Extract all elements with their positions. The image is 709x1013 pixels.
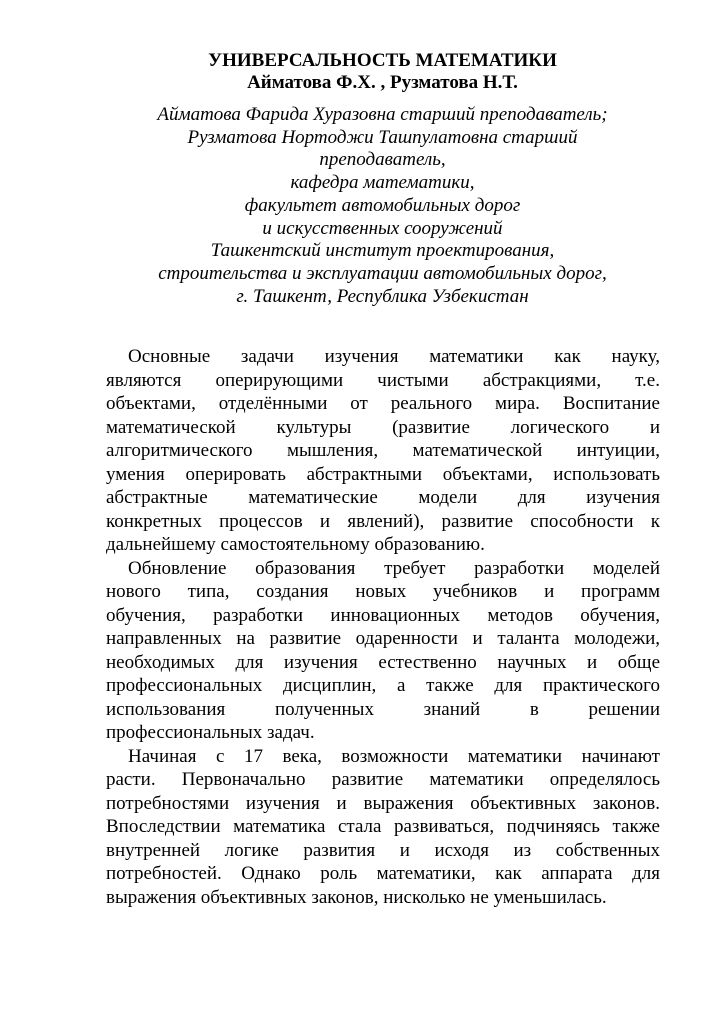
text-line: математической культуры (развитие логического и: [106, 416, 660, 438]
text-line: Основные задачи изучения математики как науку,: [128, 346, 660, 367]
affiliation-line: г. Ташкент, Республика Узбекистан: [236, 285, 529, 307]
text-line: направленных на развитие одаренности и таланта молодежи,: [106, 628, 660, 649]
text-line: конкретных процессов и явлений), развитие способности к: [106, 510, 660, 532]
text-line: нового типа, создания новых учебников и программ: [106, 581, 660, 602]
affiliation-line: кафедра математики,: [290, 172, 475, 194]
text-line: умения оперировать абстрактными объектами, использовать: [106, 463, 660, 485]
text-line: профессиональных задач.: [106, 722, 315, 743]
text-line: дальнейшему самостоятельному образованию.: [106, 534, 485, 555]
document-authors: Айматова Ф.Х. , Рузматова Н.Т.: [247, 72, 518, 93]
body-paragraph-2: [106, 557, 660, 745]
text-line: профессиональных дисциплин, а также для практического: [106, 675, 660, 696]
body-paragraph-3: [106, 745, 660, 910]
text-line: Начиная с 17 века, возможности математики начинают: [128, 745, 660, 767]
body-paragraph-1: [106, 345, 660, 557]
text-line: внутренней логике развития и исходя из собственных: [106, 839, 660, 861]
text-line: необходимых для изучения естественно научных и обще: [106, 651, 660, 673]
author-affiliation: [100, 104, 665, 308]
text-line: использования полученных знаний в решении: [106, 698, 660, 720]
text-line: потребностями изучения и выражения объективных законов.: [106, 792, 660, 814]
text-line: выражения объективных законов, нисколько не уменьшилась.: [106, 886, 607, 908]
document-title: УНИВЕРСАЛЬНОСТЬ МАТЕМАТИКИ: [208, 50, 557, 71]
affiliation-line: преподаватель,: [319, 149, 446, 171]
text-line: алгоритмического мышления, математической интуиции,: [106, 440, 660, 461]
text-line: обучения, разработки инновационных методов обучения,: [106, 604, 660, 626]
affiliation-line: Ташкентский институт проектирования,: [210, 240, 555, 262]
text-line: Обновление образования требует разработки моделей: [128, 557, 660, 579]
text-line: абстрактные математические модели для изучения: [106, 487, 660, 508]
text-line: расти. Первоначально развитие математики определялось: [106, 769, 660, 790]
document-body: [106, 345, 660, 909]
affiliation-line: Рузматова Нортоджи Ташпулатовна старший: [187, 126, 578, 148]
affiliation-line: Айматова Фарида Хуразовна старший преподаватель;: [157, 104, 608, 125]
text-line: Впоследствии математика стала развиваться, подчиняясь также: [106, 816, 660, 837]
affiliation-line: факультет автомобильных дорог: [244, 194, 521, 216]
affiliation-line: строительства и эксплуатации автомобильных дорог,: [158, 262, 607, 284]
text-line: потребностей. Однако роль математики, как аппарата для: [106, 863, 660, 884]
text-line: являются оперирующими чистыми абстракциями, т.е.: [106, 369, 660, 391]
text-line: объектами, отделёнными от реального мира. Воспитание: [106, 393, 660, 414]
affiliation-line: и искусственных сооружений: [262, 217, 503, 239]
